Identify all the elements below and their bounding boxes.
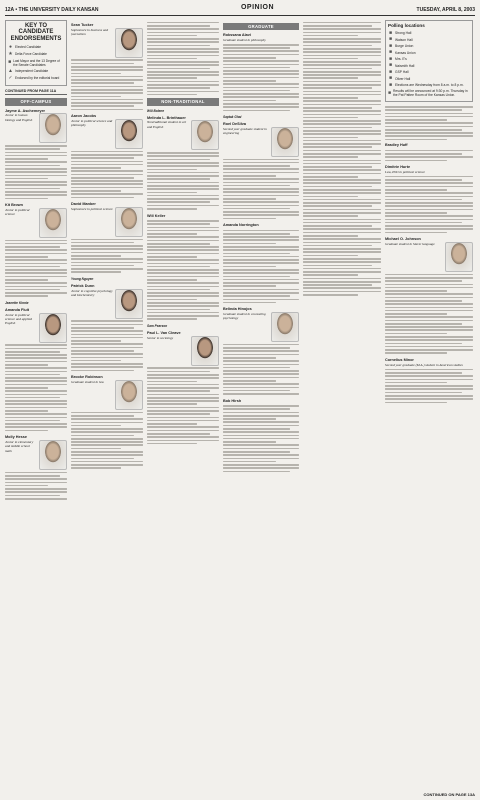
- candidate: [5, 308, 67, 431]
- candidate: [5, 109, 67, 200]
- candidate: [385, 165, 473, 233]
- polling-note: ■ Elections are Wednesday from 8 a.m. to 8 p.m.: [388, 81, 464, 88]
- candidate-photo: [115, 207, 143, 237]
- candidate: [147, 214, 219, 320]
- square-bullet-icon: ■: [388, 42, 393, 49]
- candidate-name: Young Nguyen: [71, 277, 94, 282]
- candidate-major: Nontraditional student in art and English: [147, 120, 187, 129]
- candidate-name: Will Keller: [147, 213, 166, 218]
- candidate-major: Junior in elementary and middle school math: [5, 440, 34, 453]
- candidate-photo: [39, 440, 67, 470]
- candidate-major: Sophomore in business and journalism: [71, 27, 109, 36]
- check-icon: ✓: [8, 74, 13, 81]
- key-label: Elected Candidate: [15, 45, 42, 50]
- candidate-name: Sam Pearson: [147, 323, 168, 328]
- candidate-photo: [191, 336, 219, 366]
- candidate-major: Junior in political science and applied English: [5, 312, 32, 326]
- offcampus-header: OFF-CAMPUS: [5, 98, 67, 105]
- square-bullet-icon: ■: [388, 55, 393, 62]
- candidate-name: Molly Hesse: [5, 435, 27, 440]
- candidate-major: Junior in political science and philosophy: [71, 118, 113, 128]
- polling-location: ■ Mrs. E's: [388, 55, 407, 62]
- triangle-icon: ▲: [8, 67, 13, 74]
- key-label: Independent Candidate: [15, 69, 49, 74]
- candidate: [71, 23, 143, 110]
- candidate-photo: [39, 313, 67, 343]
- candidate-photo: [39, 113, 67, 143]
- candidate-name: Bob Hirsh: [223, 398, 242, 403]
- column-1: [5, 20, 67, 790]
- candidate-major: Graduate student in philosophy: [223, 37, 266, 42]
- candidate-photo: [39, 208, 67, 238]
- key-title: KEY TO CANDIDATE ENDORSEMENTS: [10, 23, 62, 42]
- continued-footer: CONTINUED ON PAGE 13A: [423, 792, 475, 797]
- candidate-name: Patrick Dunn: [71, 284, 95, 289]
- candidate-major: Graduate student in law: [71, 379, 104, 384]
- page-folio: 12A • THE UNIVERSITY DAILY KANSAN: [5, 6, 99, 13]
- candidate: [5, 435, 67, 499]
- candidate: [71, 114, 143, 198]
- candidate-major: Second year graduate (M.A.) student in American studies: [385, 362, 463, 367]
- continued-note: CONTINUED FROM PAGE 11A: [5, 89, 67, 95]
- polling-location: ■ Oliver Hall: [388, 75, 411, 82]
- column-2: [71, 20, 143, 790]
- polling-box: [385, 20, 473, 102]
- candidate-name: Aaron Jacobs: [71, 114, 97, 119]
- key-item-independent: [8, 69, 64, 74]
- polling-location: ■ Kansas Union: [388, 49, 416, 56]
- candidate-major: Junior in cognitive psychology and biochemistry: [71, 288, 113, 297]
- candidate-name: Brooke Robinson: [71, 375, 103, 380]
- candidate-name: Dimitrie Hurte: [385, 165, 411, 170]
- key-label: Endorsed by the editorial board: [15, 76, 60, 81]
- candidate: [147, 116, 219, 210]
- column-4: [223, 20, 299, 790]
- candidate: [223, 122, 299, 219]
- candidate: [71, 284, 143, 371]
- polling-location: ■ Burge Union: [388, 42, 414, 49]
- candidate: [223, 33, 299, 111]
- candidate-name: Michael O. Johnson: [385, 237, 421, 242]
- section-title: OPINION: [240, 4, 275, 12]
- candidate-major: Law, PhD in political science: [385, 169, 425, 174]
- polling-title: Polling locations: [388, 23, 425, 28]
- candidate-name: Cornelius Minor: [385, 358, 414, 363]
- box-icon: ■: [8, 59, 12, 66]
- key-label: Last Mayor and the 13 Degree of the Senate Candidates: [13, 58, 60, 67]
- polling-location: ■ Naismith Hall: [388, 62, 415, 69]
- candidate-name: Belinda Hinojos: [223, 307, 252, 312]
- candidate: [385, 143, 473, 161]
- columns: [5, 20, 475, 790]
- candidate: [223, 399, 299, 473]
- candidate: [5, 203, 67, 297]
- key-label: Delta Force Candidate: [15, 52, 47, 57]
- key-item-delta: [8, 52, 64, 57]
- candidate-major: Senior in sociology: [147, 335, 174, 340]
- candidate-photo: [115, 28, 143, 58]
- candidate-name: Amanda Fluit: [5, 307, 30, 312]
- candidate-name: Paul L. Van Cleave: [147, 330, 181, 335]
- candidate-photo: [115, 119, 143, 149]
- candidate-name: Kit Brown: [5, 203, 23, 208]
- candidate-major: Sophomore in political science: [71, 206, 113, 211]
- key-item-editorial: [8, 76, 64, 81]
- square-bullet-icon: ■: [388, 68, 393, 75]
- candidate-name: Jeanette Kinnie: [5, 300, 29, 305]
- candidate: [223, 307, 299, 394]
- polling-note: ■ Results will be announced at 9:30 p.m. Thursday in the Pat Pattee Room of the Kansas Union.: [388, 89, 468, 98]
- candidate-major: Second year graduate student in engineering: [223, 126, 267, 136]
- candidate-name: Melinda L. Brinthauer: [147, 115, 186, 120]
- candidate-major: Graduate student in counseling psychology: [223, 312, 266, 321]
- candidate: [71, 375, 143, 469]
- nontraditional-header: NON-TRADITIONAL: [147, 98, 219, 105]
- candidate-photo: [115, 380, 143, 410]
- candidate: [223, 223, 299, 303]
- polling-location: ■ Watson Hall: [388, 36, 413, 43]
- candidate-name: Amanda Norrington: [223, 223, 259, 228]
- square-bullet-icon: ■: [388, 29, 393, 36]
- candidate-name: Bradley Huff: [385, 143, 408, 148]
- square-bullet-icon: ■: [388, 89, 392, 96]
- column-6: [385, 20, 473, 790]
- candidate-photo: [271, 127, 299, 157]
- candidate-name: David Manber: [71, 202, 96, 207]
- square-bullet-icon: ■: [388, 75, 393, 82]
- candidate-name: Saptak Ghai: [223, 115, 242, 120]
- candidate-name: Roel DeSilva: [223, 122, 247, 127]
- key-item-elected: [8, 45, 64, 50]
- candidate: [385, 237, 473, 354]
- polling-location: ■ GSP Hall: [388, 68, 409, 75]
- square-bullet-icon: ■: [388, 81, 393, 88]
- candidate-major: Junior in human biology and English: [5, 113, 33, 122]
- column-5: [303, 20, 381, 790]
- square-bullet-icon: ■: [388, 36, 393, 43]
- key-item-lastmayor: [8, 59, 64, 67]
- candidate-name: Rokssana Alavi: [223, 33, 251, 38]
- graduate-header: GRADUATE: [223, 23, 299, 30]
- star-icon: ★: [8, 50, 13, 57]
- masthead: [5, 4, 475, 16]
- candidate: [147, 331, 219, 444]
- date: TUESDAY, APRIL 8, 2003: [416, 6, 475, 13]
- candidate-name: Jayme A. Aschemeyer: [5, 108, 46, 113]
- candidate-photo: [271, 312, 299, 342]
- candidate-name: Sean Tucker: [71, 23, 94, 27]
- polling-location: ■ Strong Hall: [388, 29, 412, 36]
- candidate-photo: [191, 120, 219, 150]
- circle-icon: ●: [8, 43, 13, 50]
- candidate: [71, 202, 143, 273]
- candidate-photo: [445, 242, 473, 272]
- square-bullet-icon: ■: [388, 49, 393, 56]
- candidate-major: Graduate student in Slavic language: [385, 242, 435, 246]
- candidate-name: Will Bolene: [147, 108, 165, 113]
- candidate-major: Junior in political science: [5, 207, 30, 217]
- candidate-photo: [115, 289, 143, 319]
- square-bullet-icon: ■: [388, 62, 393, 69]
- candidate: [385, 358, 473, 403]
- column-3: [147, 20, 219, 790]
- endorsement-key: [5, 20, 67, 86]
